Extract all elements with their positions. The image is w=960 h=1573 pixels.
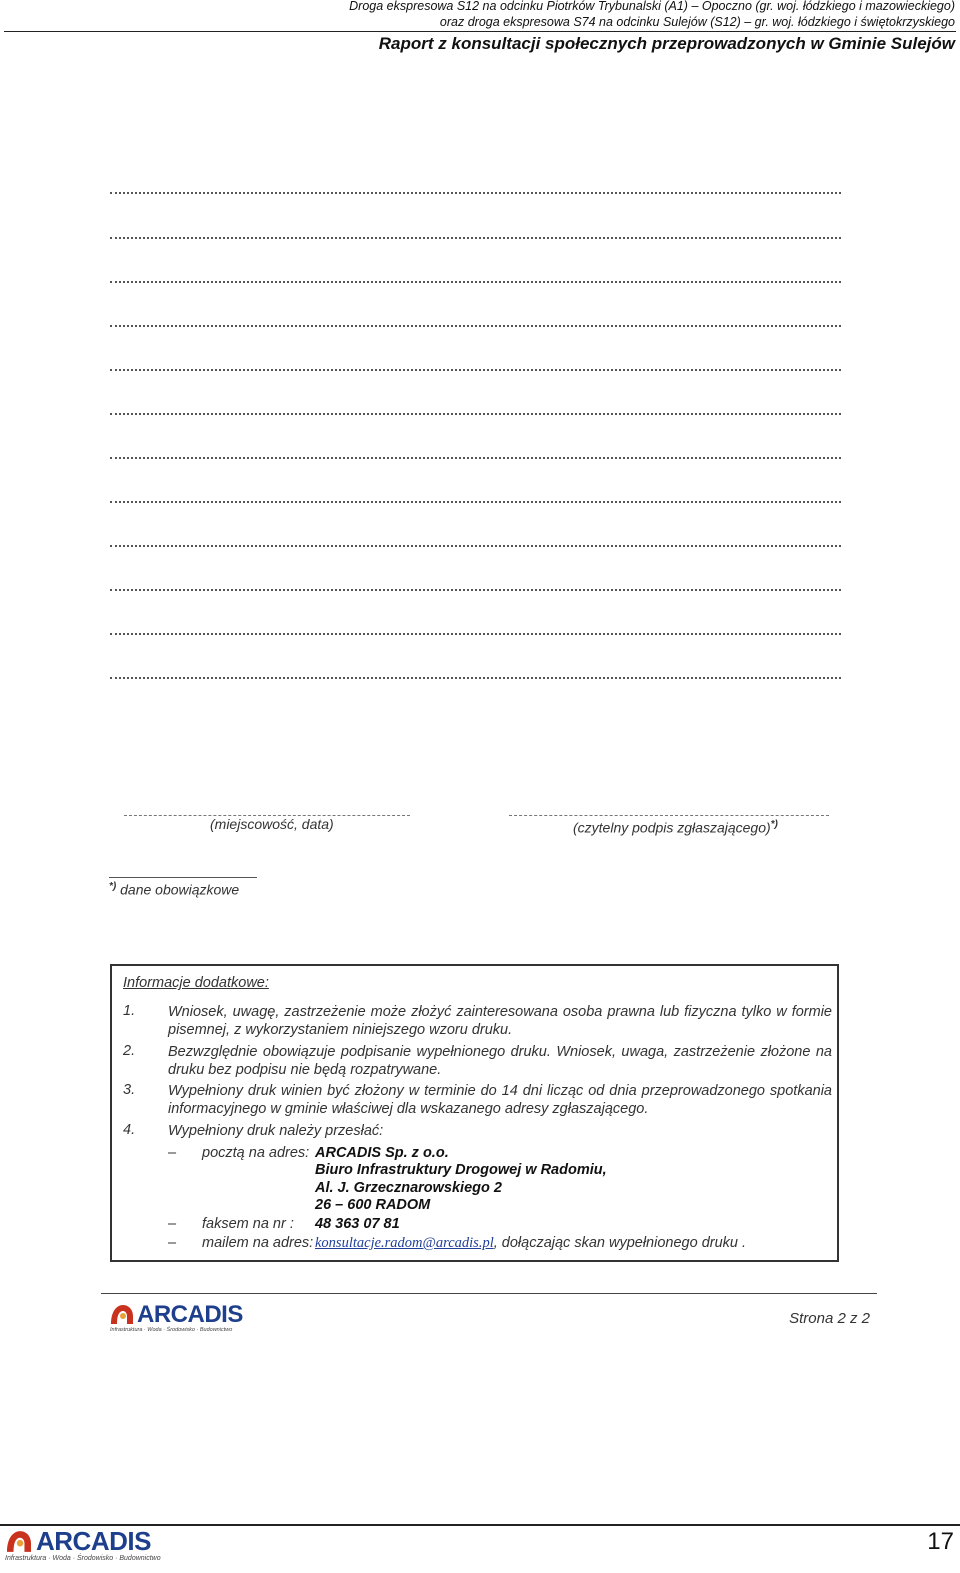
info-item-text: Wypełniony druk winien być złożony w terminie do 14 dni licząc od dnia przeprowadzonego spotkania informacyjnego w gminie właściwej dla wskazanego adresy zgłaszającego.	[168, 1083, 832, 1117]
inner-logo-text: ARCADIS	[137, 1301, 243, 1328]
dotted-line	[110, 281, 841, 283]
dash: –	[168, 1235, 177, 1251]
document-title: Raport z konsultacji społecznych przeprowadzonych w Gminie Sulejów	[378, 34, 955, 53]
post-address-line: Al. J. Grzecznarowskiego 2	[315, 1180, 502, 1196]
header-rule	[4, 31, 956, 32]
post-address-line: Biuro Infrastruktury Drogowej w Radomiu,	[315, 1162, 607, 1178]
dotted-line	[110, 545, 841, 547]
dotted-line	[110, 589, 841, 591]
footnote: *) dane obowiązkowe	[109, 881, 240, 898]
dotted-line	[110, 325, 841, 327]
inner-arcadis-logo	[109, 1303, 135, 1330]
header-line-1: Droga ekspresowa S12 na odcinku Piotrków Trybunalski (A1) – Opoczno (gr. woj. łódzkiego i mazowieckiego)	[349, 0, 955, 13]
post-address-line: ARCADIS Sp. z o.o.	[315, 1145, 449, 1161]
dotted-line	[110, 413, 841, 415]
inner-page-label: Strona 2 z 2	[789, 1310, 870, 1327]
page-number: 17	[927, 1528, 954, 1555]
footer-arcadis-logo	[4, 1529, 34, 1558]
fax-number: 48 363 07 81	[315, 1216, 400, 1232]
item-number: 3.	[123, 1082, 136, 1098]
dotted-line	[110, 237, 841, 239]
post-label: pocztą na adres:	[202, 1145, 310, 1161]
email-link[interactable]: konsultacje.radom@arcadis.pl	[315, 1235, 494, 1251]
info-item-text: Wypełniony druk należy przesłać:	[168, 1123, 384, 1139]
mail-suffix: , dołączając skan wypełnionego druku .	[493, 1235, 747, 1251]
info-item-text: Wniosek, uwagę, zastrzeżenie może złożyć zainteresowana osoba prawna lub fizyczna tylko w formie pisemnej, z wykorzystaniem niniejszego wzoru druku.	[168, 1004, 832, 1038]
dotted-line	[110, 457, 841, 459]
header-line-2: oraz droga ekspresowa S74 na odcinku Sulejów (S12) – gr. woj. łódzkiego i świętokrzyskiego	[439, 15, 955, 29]
arcadis-logo-icon	[4, 1529, 34, 1553]
signature-line	[509, 815, 829, 816]
place-date-label: (miejscowość, data)	[210, 816, 334, 832]
dash: –	[168, 1145, 177, 1161]
dotted-line	[110, 633, 841, 635]
signature-label: (czytelny podpis zgłaszającego)*)	[573, 819, 778, 836]
inner-footer-rule	[101, 1293, 877, 1294]
dotted-line	[110, 369, 841, 371]
mail-label: mailem na adres:	[202, 1235, 314, 1251]
dotted-line	[110, 192, 841, 194]
item-number: 1.	[123, 1003, 136, 1019]
footer-logo-tagline: Infrastruktura · Woda · Środowisko · Budownictwo	[5, 1555, 161, 1562]
item-number: 2.	[123, 1043, 136, 1059]
inner-logo-tagline: Infrastruktura · Woda · Środowisko · Budownictwo	[110, 1327, 233, 1333]
info-title: Informacje dodatkowe:	[123, 975, 269, 991]
mail-row	[315, 1235, 746, 1252]
fax-label: faksem na nr :	[202, 1216, 294, 1232]
info-item-text: Bezwzględnie obowiązuje podpisanie wypełnionego druku. Wniosek, uwaga, zastrzeżenie złożone na druku bez podpisu nie będą rozpatrywane.	[168, 1044, 832, 1078]
dotted-line	[110, 501, 841, 503]
arcadis-logo-icon	[109, 1303, 135, 1325]
post-address-line: 26 – 600 RADOM	[315, 1197, 431, 1213]
item-number: 4.	[123, 1122, 136, 1138]
dotted-line	[110, 677, 841, 679]
dash: –	[168, 1216, 177, 1232]
footer-logo-text: ARCADIS	[36, 1526, 151, 1556]
footnote-rule	[109, 877, 257, 878]
